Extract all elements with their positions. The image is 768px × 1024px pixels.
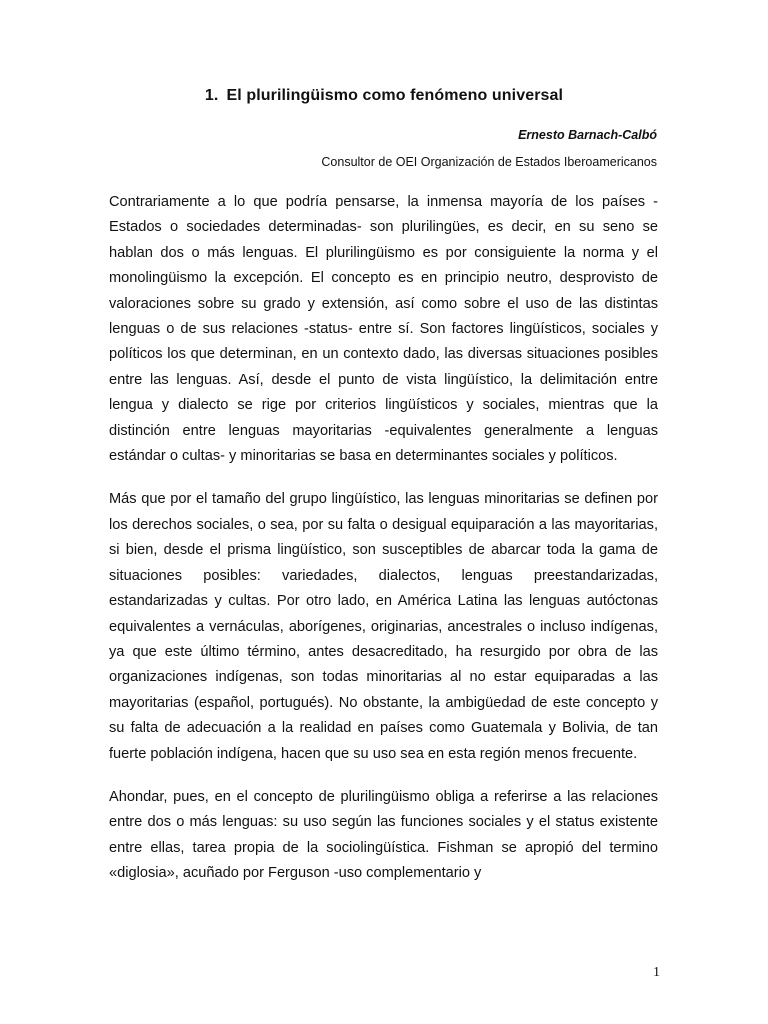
author-affiliation: Consultor de OEI Organización de Estados Iberoamericanos — [321, 155, 657, 169]
body-text — [109, 190, 658, 905]
document-title — [0, 86, 768, 106]
section-number: 1. — [204, 87, 219, 104]
page-number: 1 — [653, 965, 660, 980]
paragraph-1: Contrariamente a lo que podría pensarse, la inmensa mayoría de los países -Estados o sociedades determinadas- son plurilingües, es decir, en su seno se hablan dos o más lenguas. El plurilingüismo es por consiguiente la norma y el monolingüismo la excepción. El concepto es en principio neutro, desprovisto de valoraciones sobre su grado y extensión, así como sobre el uso de las distintas lenguas o de sus relaciones -status- entre sí. Son factores lingüísticos, sociales y políticos los que determinan, en un contexto dado, las diversas situaciones posibles entre las lenguas. Así, desde el punto de vista lingüístico, la delimitación entre lengua y dialecto se rige por criterios lingüísticos y sociales, mientras que la distinción entre lenguas mayoritarias -equivalentes generalmente a lenguas estándar o cultas- y minoritarias se basa en determinantes sociales y políticos. — [109, 194, 658, 465]
title-text: El plurilingüismo como fenómeno universal — [226, 87, 564, 104]
paragraph-2: Más que por el tamaño del grupo lingüístico, las lenguas minoritarias se definen por los derechos sociales, o sea, por su falta o desigual equiparación a las mayoritarias, si bien, desde el prisma lingüístico, son susceptibles de abarcar toda la gama de situaciones posibles: variedades, dialectos, lenguas preestandarizadas, estandarizadas y cultas. Por otro lado, en América Latina las lenguas autóctonas equivalentes a vernáculas, aborígenes, originarias, ancestrales o incluso indígenas, ya que este último término, antes desacreditado, ha resurgido por obra de las organizaciones indígenas, son todas minoritarias al no estar equiparadas a las mayoritarias (español, portugués). No obstante, la ambigüedad de este concepto y su falta de adecuación a la realidad en países como Guatemala y Bolivia, de tan fuerte población indígena, hacen que su uso sea en esta región menos frecuente. — [109, 491, 658, 762]
author-name: Ernesto Barnach-Calbó — [518, 128, 657, 142]
paragraph-3: Ahondar, pues, en el concepto de plurilingüismo obliga a referirse a las relaciones entre dos o más lenguas: su uso según las funciones sociales y el status existente entre ellas, tarea propia de la sociolingüística. Fishman se apropió del termino «diglosia», acuñado por Ferguson -uso complementario y — [109, 788, 658, 882]
